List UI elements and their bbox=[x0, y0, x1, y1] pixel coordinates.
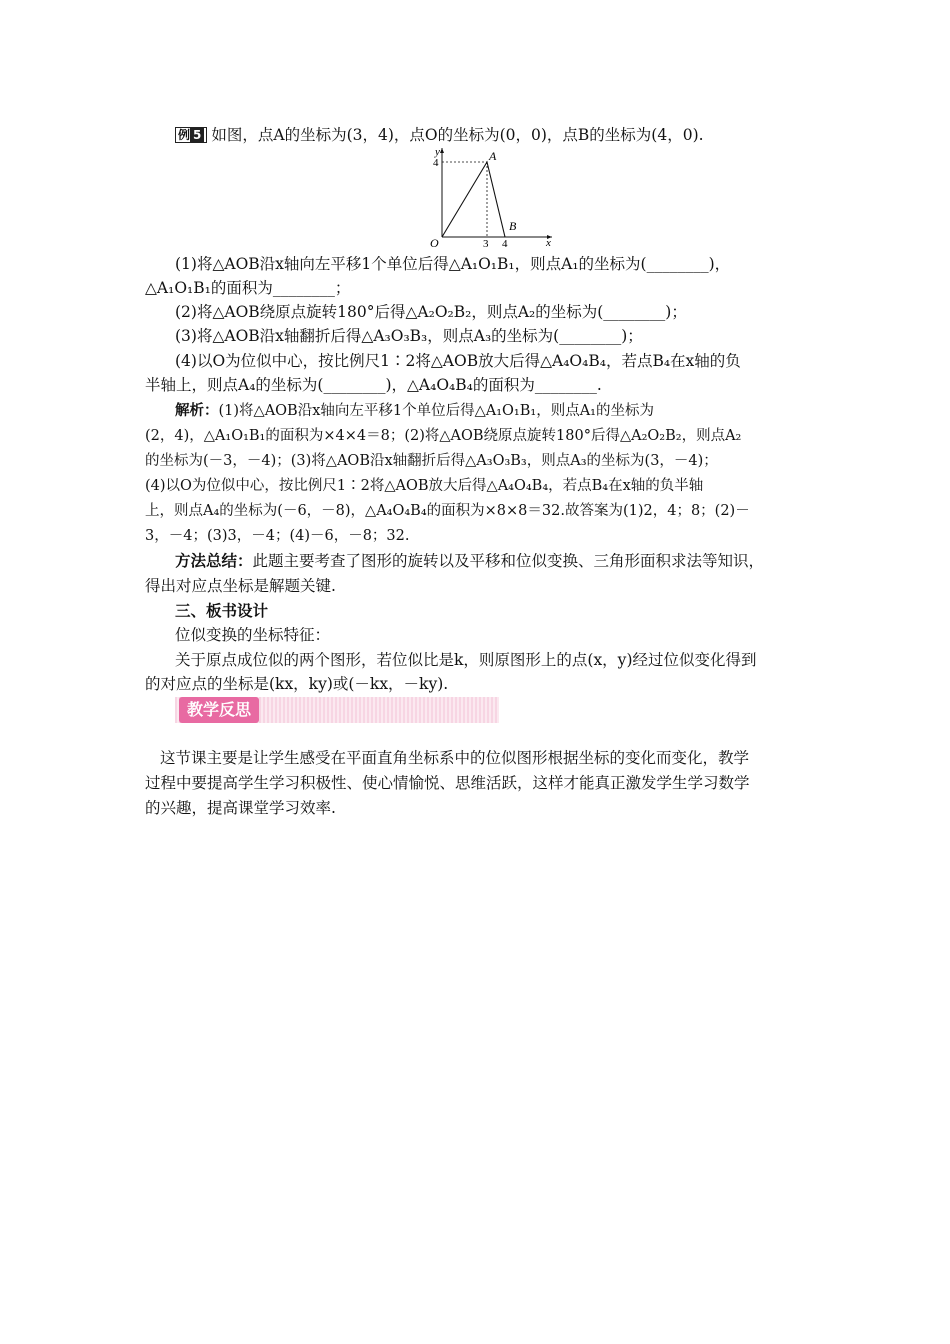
board-heading: 三、板书设计 bbox=[175, 601, 269, 620]
x-axis-label: x bbox=[546, 237, 551, 249]
solution-label: 解析： bbox=[175, 402, 219, 419]
question-4-line-2: 半轴上，则点A₄的坐标为(________)，△A₄O₄B₄的面积为________. bbox=[145, 376, 602, 394]
reflection-line-2: 过程中要提高学生学习积极性、使心情愉悦、思维活跃，这样才能真正激发学生学习数学 bbox=[145, 774, 750, 792]
method-label: 方法总结： bbox=[175, 551, 253, 570]
solution-line-4: (4)以O为位似中心，按比例尺1∶2将△AOB放大后得△A₄O₄B₄，若点B₄在x轴的负半轴 bbox=[145, 478, 704, 494]
example-number: 5 bbox=[190, 128, 204, 142]
solution-line-3: 的坐标为(－3，－4)；(3)将△AOB沿x轴翻折后得△A₃O₃B₃，则点A₃的坐标为(3，－4)； bbox=[145, 453, 718, 469]
solution-line-1 bbox=[175, 401, 654, 421]
question-3: (3)将△AOB沿x轴翻折后得△A₃O₃B₃，则点A₃的坐标为(________)； bbox=[175, 327, 643, 345]
question-1-line-1: (1)将△AOB沿x轴向左平移1个单位后得△A₁O₁B₁，则点A₁的坐标为(________)， bbox=[175, 255, 731, 273]
question-1-line-2: △A₁O₁B₁的面积为________； bbox=[145, 279, 351, 297]
board-line-2: 关于原点成位似的两个图形，若位似比是k，则原图形上的点(x，y)经过位似变化得到 bbox=[175, 651, 757, 669]
x-tick-4: 4 bbox=[502, 238, 508, 250]
solution-text-1: (1)将△AOB沿x轴向左平移1个单位后得△A₁O₁B₁，则点A₁的坐标为 bbox=[218, 403, 654, 419]
board-line-1: 位似变换的坐标特征： bbox=[175, 626, 331, 644]
question-2: (2)将△AOB绕原点旋转180°后得△A₂O₂B₂，则点A₂的坐标为(________)； bbox=[175, 303, 687, 321]
example-intro-line bbox=[175, 125, 704, 145]
board-line-3: 的对应点的坐标是(kx，ky)或(－kx，－ky). bbox=[145, 675, 449, 693]
reflection-line-1: 这节课主要是让学生感受在平面直角坐标系中的位似图形根据坐标的变化而变化，教学 bbox=[160, 749, 750, 767]
label-point-b: B bbox=[509, 219, 517, 233]
label-origin: O bbox=[430, 236, 439, 250]
method-line-1 bbox=[175, 551, 764, 571]
method-line-2: 得出对应点坐标是解题关键. bbox=[145, 577, 336, 595]
method-text-1: 此题主要考查了图形的旋转以及平移和位似变换、三角形面积求法等知识， bbox=[252, 552, 765, 570]
solution-line-5: 上，则点A₄的坐标为(－6，－8)，△A₄O₄B₄的面积为×8×8＝32.故答案为(1)2，4；8；(2)－ bbox=[145, 503, 750, 519]
y-axis-arrow bbox=[440, 148, 444, 153]
triangle-aob bbox=[442, 162, 505, 237]
label-point-a: A bbox=[489, 149, 497, 163]
example-tag: 例 bbox=[178, 128, 191, 142]
x-tick-3: 3 bbox=[483, 238, 489, 250]
y-axis-label: y bbox=[435, 146, 440, 158]
example-badge bbox=[175, 127, 207, 143]
coordinate-figure bbox=[420, 143, 560, 251]
y-tick-4: 4 bbox=[433, 157, 439, 169]
question-4-line-1: (4)以O为位似中心，按比例尺1∶2将△AOB放大后得△A₄O₄B₄，若点B₄在x轴的负 bbox=[175, 352, 741, 370]
solution-line-6: 3，－4；(3)3，－4；(4)－6，－8；32. bbox=[145, 528, 410, 544]
reflection-line-3: 的兴趣，提高课堂学习效率. bbox=[145, 799, 336, 817]
reflection-banner bbox=[175, 697, 499, 723]
solution-line-2: (2，4)，△A₁O₁B₁的面积为×4×4＝8；(2)将△AOB绕原点旋转180°后得△A₂O₂B₂，则点A₂ bbox=[145, 428, 742, 444]
example-intro: 如图，点A的坐标为(3，4)，点O的坐标为(0，0)，点B的坐标为(4，0). bbox=[211, 126, 704, 144]
reflection-banner-label: 教学反思 bbox=[179, 697, 259, 723]
